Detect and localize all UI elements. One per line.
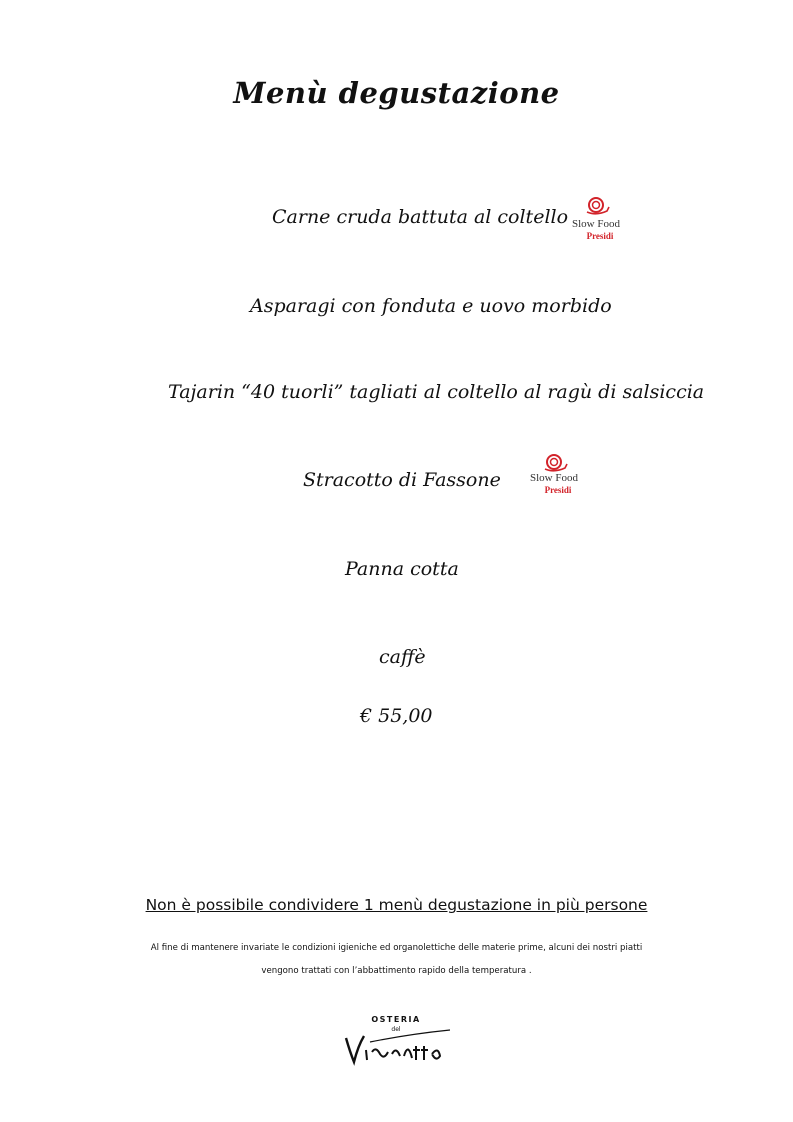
page-title: Menù degustazione bbox=[233, 76, 560, 110]
sharing-notice: Non è possibile condividere 1 menù degustazione in più persone bbox=[145, 896, 648, 914]
badge-line2: Presidi bbox=[586, 231, 614, 241]
badge-line2: Presidi bbox=[544, 485, 572, 495]
slow-food-badge bbox=[560, 194, 632, 244]
badge-line1: Slow Food bbox=[572, 218, 620, 230]
course-item: Stracotto di Fassone bbox=[303, 469, 501, 491]
fine-print-line: vengono trattati con l’abbattimento rapido della temperatura . bbox=[261, 966, 532, 976]
course-item: Asparagi con fonduta e uovo morbido bbox=[250, 295, 612, 317]
logo-del: del bbox=[391, 1026, 401, 1033]
logo-osteria: OSTERIA bbox=[371, 1015, 421, 1024]
slow-food-badge bbox=[518, 451, 590, 501]
snail-icon bbox=[587, 198, 609, 214]
course-item: caffè bbox=[379, 646, 426, 668]
badge-line1: Slow Food bbox=[530, 472, 578, 484]
course-item: Tajarin “40 tuorli” tagliati al coltello al ragù di salsiccia bbox=[168, 381, 705, 403]
fine-print-line: Al fine di mantenere invariate le condizioni igieniche ed organolettiche delle materie prime, alcuni dei nostri piatti bbox=[150, 943, 643, 953]
osteria-logo bbox=[340, 1012, 455, 1072]
price: € 55,00 bbox=[360, 705, 433, 727]
course-item: Carne cruda battuta al coltello bbox=[272, 206, 569, 228]
snail-icon bbox=[545, 455, 567, 471]
course-item: Panna cotta bbox=[345, 558, 459, 580]
